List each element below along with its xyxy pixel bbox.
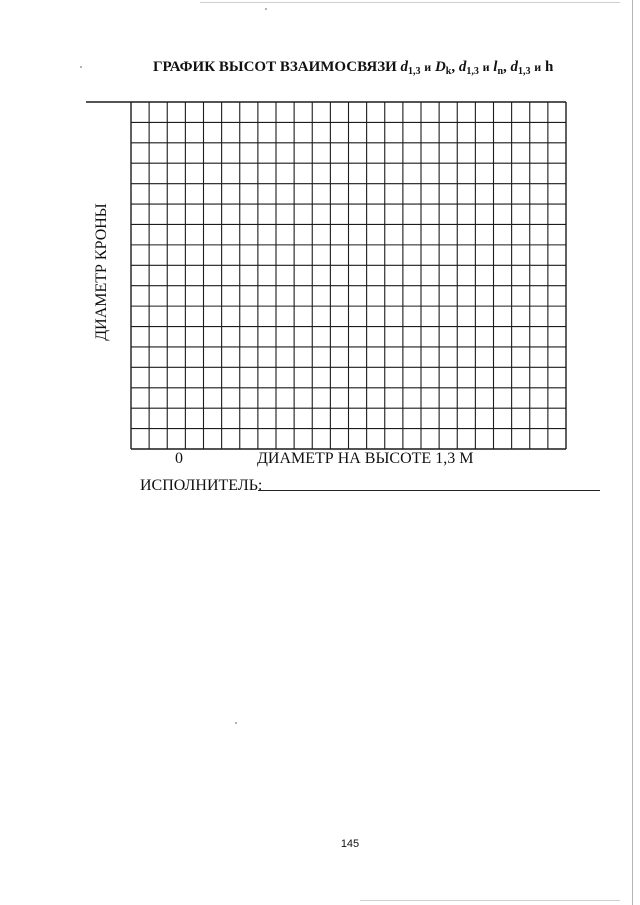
title-comma-2: , [503, 59, 507, 75]
y-axis-label-text: ДИАМЕТР КРОНЫ [93, 203, 110, 341]
scan-speck [80, 66, 82, 68]
title-prefix: ГРАФИК ВЫСОТ ВЗАИМОСВЯЗИ [153, 59, 397, 75]
title-d-2: d [458, 59, 467, 75]
title-sub-1: 1,3 [408, 66, 421, 77]
title-and-1: и [424, 60, 432, 74]
title-and-3: и [534, 60, 542, 74]
title-h: h [544, 59, 554, 75]
title-ln: l [493, 59, 498, 75]
title-ln-sub: n [497, 66, 504, 77]
title-sub-3: 1,3 [518, 66, 531, 77]
title-d-1: d [400, 59, 409, 75]
origin-label: 0 [175, 450, 183, 467]
title-and-2: и [482, 60, 490, 74]
page-number: 145 [340, 838, 360, 850]
executor-label: ИСПОЛНИТЕЛЬ: [140, 477, 263, 494]
title-dk-sub: k [445, 66, 452, 77]
scan-speck [235, 722, 237, 724]
title-dk: D [434, 59, 446, 75]
executor-signature-field[interactable] [258, 490, 600, 491]
title-d-3: d [510, 59, 519, 75]
x-axis-label: ДИАМЕТР НА ВЫСОТЕ 1,3 М [257, 450, 474, 467]
scan-speck [265, 8, 267, 10]
title-sub-2: 1,3 [466, 66, 479, 77]
title-comma-1: , [451, 59, 456, 75]
